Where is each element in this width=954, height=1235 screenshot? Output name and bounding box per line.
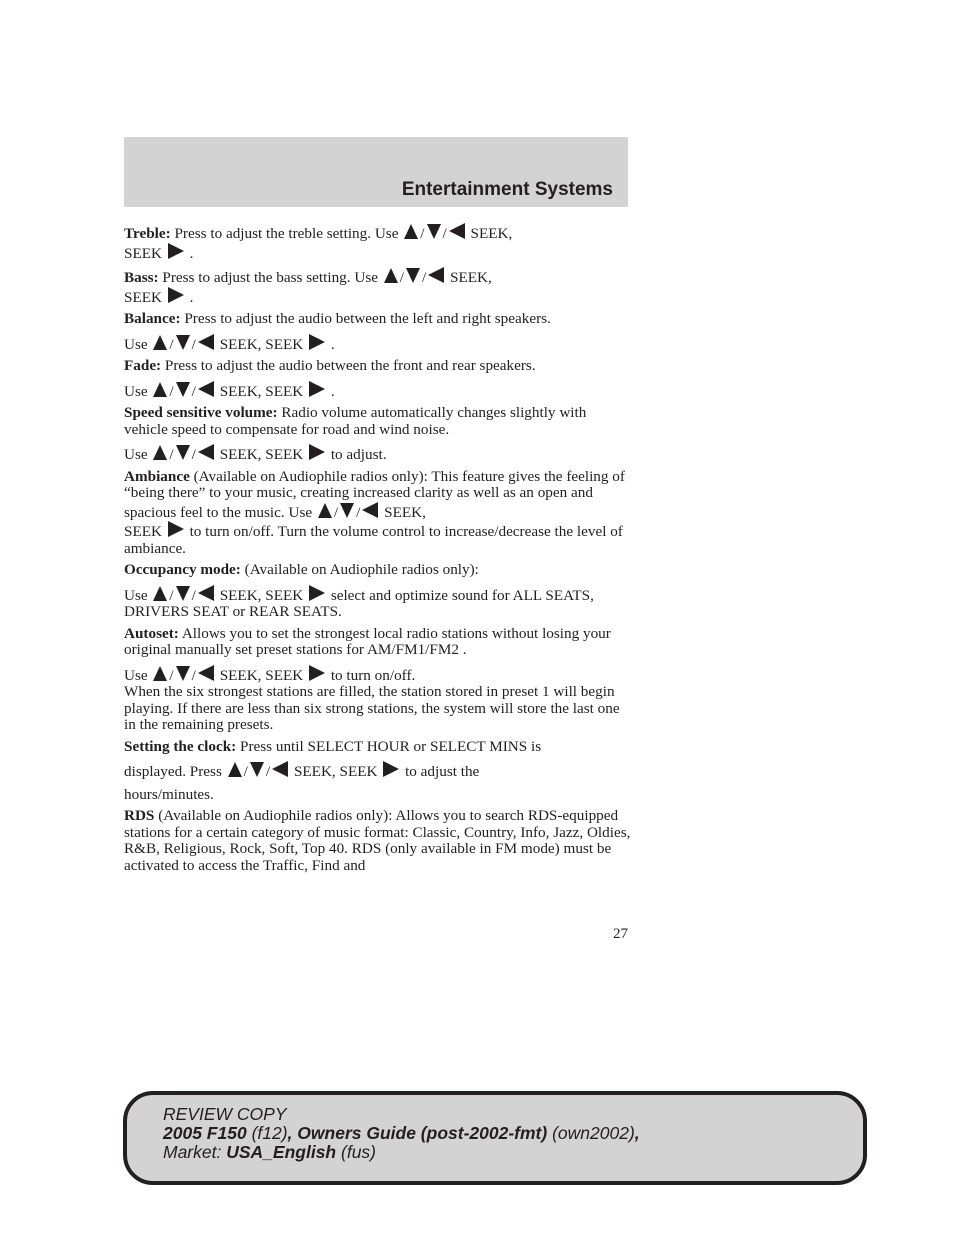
seek-left-icon (198, 585, 214, 601)
seek-left-icon (198, 334, 214, 350)
seek-left-icon (428, 267, 444, 283)
up-arrow-icon (153, 335, 167, 350)
seek-right-icon (309, 665, 325, 681)
section-title: Entertainment Systems (401, 179, 613, 200)
down-arrow-icon (340, 503, 354, 518)
seek-right-icon (309, 381, 325, 397)
up-arrow-icon (318, 503, 332, 518)
seek-left-icon (198, 381, 214, 397)
rds-paragraph: RDS (Available on Audiophile radios only): Allows you to search RDS-equipped stations for a certain category of music format: Classic, Country, Info, Jazz, Oldies, R&B, Religious, Rock, Soft, Top 40. RDS (only available in FM mode) must be activated to access the Traffic, Find and (124, 807, 631, 874)
seek-left-icon (449, 223, 465, 239)
speed-volume-paragraph: Speed sensitive volume: Radio volume automatically changes slightly with vehicle speed to compensate for road and wind noise. Use / / SEEK, SEEK to adjust. (124, 404, 587, 463)
balance-term: Balance: (124, 310, 181, 327)
seek-right-icon (168, 521, 184, 537)
seek-right-icon (309, 585, 325, 601)
down-arrow-icon (176, 382, 190, 397)
occupancy-paragraph: Occupancy mode: (Available on Audiophile radios only): Use / / SEEK, SEEK select and optimize sound for ALL SEATS, DRIVERS SEAT or REAR SEATS. (124, 561, 594, 620)
seek-right-icon (168, 243, 184, 259)
seek-right-icon (309, 444, 325, 460)
bass-term: Bass: (124, 269, 159, 286)
review-copy-text (163, 1105, 640, 1162)
seek-left-icon (198, 444, 214, 460)
down-arrow-icon (176, 335, 190, 350)
down-arrow-icon (427, 224, 441, 239)
seek-left-icon (198, 665, 214, 681)
balance-paragraph: Balance: Press to adjust the audio between the left and right speakers. Use / / SEEK, SEEK . (124, 310, 551, 353)
seek-left-icon (362, 502, 378, 518)
fade-term: Fade: (124, 357, 162, 374)
up-arrow-icon (153, 445, 167, 460)
up-arrow-icon (153, 666, 167, 681)
seek-right-icon (309, 334, 325, 350)
page-content (124, 223, 632, 879)
down-arrow-icon (176, 445, 190, 460)
up-arrow-icon (153, 586, 167, 601)
autoset-paragraph: Autoset: Allows you to set the strongest local radio stations without losing your original manually set preset stations for AM/FM1/FM2 . Use / / SEEK, SEEK to turn on/off. When the six strongest stations are filled, the station stored in preset 1 will begin playing. If there are less than six strong stations, the system will store the last one in the remaining presets. (124, 624, 620, 733)
seek-left-icon (272, 761, 288, 777)
down-arrow-icon (176, 666, 190, 681)
up-arrow-icon (404, 224, 418, 239)
review-market-line: Market: USA_English (fus) (163, 1142, 376, 1162)
seek-right-icon (383, 761, 399, 777)
review-copy-box (123, 1091, 867, 1185)
down-arrow-icon (406, 268, 420, 283)
review-model-line: 2005 F150 (f12), Owners Guide (post-2002-fmt) (own2002), (163, 1123, 640, 1143)
rds-term: RDS (124, 807, 155, 824)
down-arrow-icon (176, 586, 190, 601)
up-arrow-icon (228, 762, 242, 777)
up-arrow-icon (384, 268, 398, 283)
autoset-term: Autoset: (124, 624, 179, 642)
page-number: 27 (613, 926, 628, 942)
speed-volume-term: Speed sensitive volume: (124, 404, 278, 421)
ambiance-paragraph: Ambiance (Available on Audiophile radios only): This feature gives the feeling of “being there” to your music, creating increased clarity as well as an open and spacious feel to the music. Use / / SEEK, SEEK to turn on/off. Turn the volume control to increase/decrease the level of ambiance. (124, 467, 625, 557)
down-arrow-icon (250, 762, 264, 777)
occupancy-term: Occupancy mode: (124, 561, 241, 578)
up-arrow-icon (153, 382, 167, 397)
treble-term: Treble: (124, 225, 171, 242)
treble-paragraph: Treble: Press to adjust the treble setting. Use / / SEEK, SEEK . (124, 225, 513, 262)
clock-term: Setting the clock: (124, 737, 237, 755)
header-band (124, 137, 628, 207)
bass-paragraph: Bass: Press to adjust the bass setting. Use / / SEEK, SEEK . (124, 269, 492, 306)
seek-right-icon (168, 287, 184, 303)
clock-paragraph: Setting the clock: Press until SELECT HOUR or SELECT MINS is displayed. Press / / SEEK, SEEK to adjust the hours/minutes. (124, 737, 542, 803)
fade-paragraph: Fade: Press to adjust the audio between the front and rear speakers. Use / / SEEK, SEEK . (124, 357, 536, 400)
review-copy-label: REVIEW COPY (163, 1104, 287, 1124)
ambiance-term: Ambiance (124, 467, 190, 485)
